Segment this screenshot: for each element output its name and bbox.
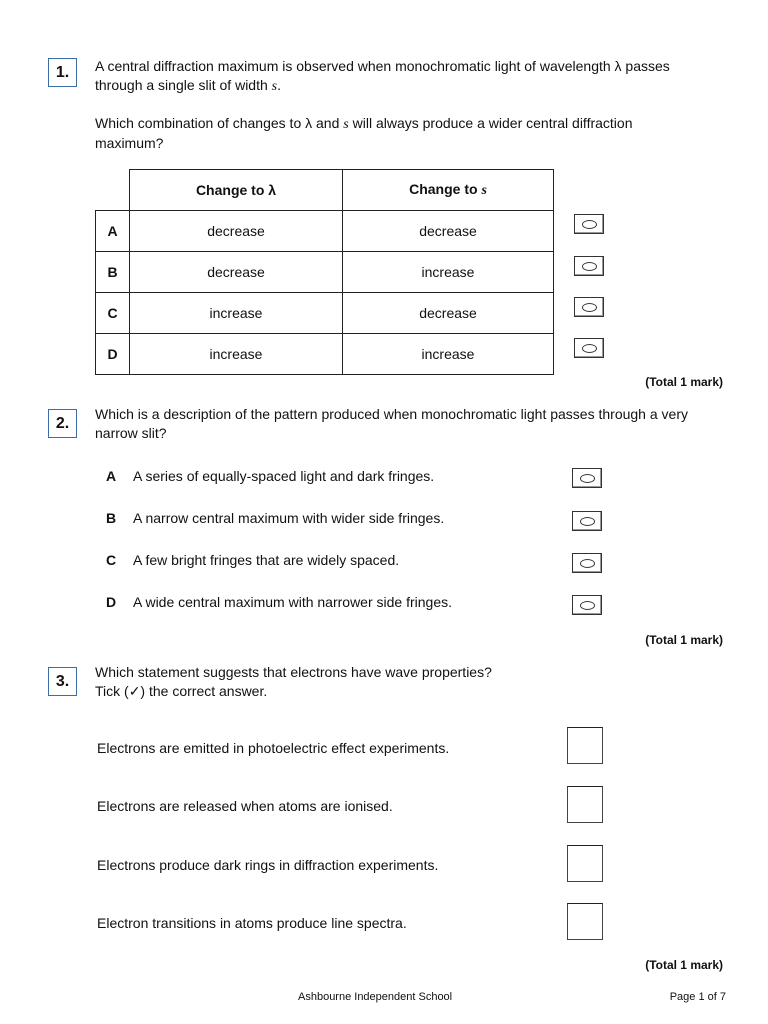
option-text: Electrons are released when atoms are ionised. bbox=[97, 798, 393, 814]
answer-bubble-d[interactable] bbox=[574, 338, 604, 358]
header-change-s: Change to s bbox=[343, 170, 554, 211]
table-corner bbox=[96, 170, 130, 211]
row-letter: C bbox=[96, 292, 130, 333]
answer-bubble-a[interactable] bbox=[574, 214, 604, 234]
tick-box[interactable] bbox=[567, 727, 603, 764]
answer-bubble-a[interactable] bbox=[572, 468, 602, 488]
oval-icon bbox=[580, 517, 595, 526]
option-letter: A bbox=[106, 468, 117, 484]
question-prompt bbox=[95, 114, 632, 153]
question-line: Which combination of changes to λ and s will always produce a wider central diffraction bbox=[95, 115, 633, 132]
oval-icon bbox=[580, 559, 595, 568]
table-row bbox=[96, 210, 554, 251]
cell-s: increase bbox=[343, 333, 554, 374]
table-row bbox=[96, 292, 554, 333]
tick-box[interactable] bbox=[567, 845, 603, 882]
option-text: Electrons are emitted in photoelectric effect experiments. bbox=[97, 740, 450, 756]
total-mark: (Total 1 mark) bbox=[645, 633, 723, 647]
question-line: through a single slit of width s. bbox=[95, 77, 281, 94]
table-row bbox=[96, 333, 554, 374]
question-number: 3. bbox=[48, 667, 77, 696]
row-letter: B bbox=[96, 251, 130, 292]
option-letter: B bbox=[106, 510, 117, 526]
question-text bbox=[95, 663, 492, 701]
oval-icon bbox=[582, 262, 597, 271]
question-line: Which is a description of the pattern produced when monochromatic light passes through a very bbox=[95, 406, 688, 422]
question-text bbox=[95, 57, 670, 96]
option-text: A wide central maximum with narrower side fringes. bbox=[133, 594, 453, 610]
footer-page-number: Page 1 of 7 bbox=[669, 991, 726, 1003]
options-table bbox=[95, 169, 554, 375]
tick-box[interactable] bbox=[567, 903, 603, 940]
row-letter: D bbox=[96, 333, 130, 374]
oval-icon bbox=[580, 474, 595, 483]
option-text: A few bright fringes that are widely spaced. bbox=[133, 552, 400, 568]
tick-box[interactable] bbox=[567, 786, 603, 823]
total-mark: (Total 1 mark) bbox=[645, 375, 723, 389]
oval-icon bbox=[582, 344, 597, 353]
question-text bbox=[95, 405, 688, 443]
cell-lambda: increase bbox=[130, 333, 343, 374]
header-change-lambda: Change to λ bbox=[130, 170, 343, 211]
answer-bubble-d[interactable] bbox=[572, 595, 602, 615]
cell-s: increase bbox=[343, 251, 554, 292]
option-text: A series of equally-spaced light and dark fringes. bbox=[133, 468, 435, 484]
question-line: Tick (✓) the correct answer. bbox=[95, 683, 268, 699]
answer-bubble-c[interactable] bbox=[574, 297, 604, 317]
question-line: A central diffraction maximum is observed when monochromatic light of wavelength λ passes bbox=[95, 58, 670, 74]
answer-bubble-b[interactable] bbox=[572, 511, 602, 531]
table-row bbox=[96, 251, 554, 292]
answer-bubble-c[interactable] bbox=[572, 553, 602, 573]
option-letter: C bbox=[106, 552, 117, 568]
answer-bubble-b[interactable] bbox=[574, 256, 604, 276]
cell-lambda: decrease bbox=[130, 251, 343, 292]
option-text: Electron transitions in atoms produce line spectra. bbox=[97, 915, 407, 931]
question-number: 1. bbox=[48, 58, 77, 87]
cell-lambda: increase bbox=[130, 292, 343, 333]
question-line: Which statement suggests that electrons have wave properties? bbox=[95, 664, 492, 680]
row-letter: A bbox=[96, 210, 130, 251]
question-line: narrow slit? bbox=[95, 425, 167, 441]
footer-school: Ashbourne Independent School bbox=[298, 991, 453, 1003]
cell-s: decrease bbox=[343, 292, 554, 333]
question-number: 2. bbox=[48, 409, 77, 438]
cell-s: decrease bbox=[343, 210, 554, 251]
option-text: Electrons produce dark rings in diffraction experiments. bbox=[97, 857, 439, 873]
oval-icon bbox=[580, 601, 595, 610]
question-line: maximum? bbox=[95, 135, 164, 151]
cell-lambda: decrease bbox=[130, 210, 343, 251]
total-mark: (Total 1 mark) bbox=[645, 958, 723, 972]
option-text: A narrow central maximum with wider side fringes. bbox=[133, 510, 445, 526]
oval-icon bbox=[582, 220, 597, 229]
oval-icon bbox=[582, 303, 597, 312]
option-letter: D bbox=[106, 594, 117, 610]
